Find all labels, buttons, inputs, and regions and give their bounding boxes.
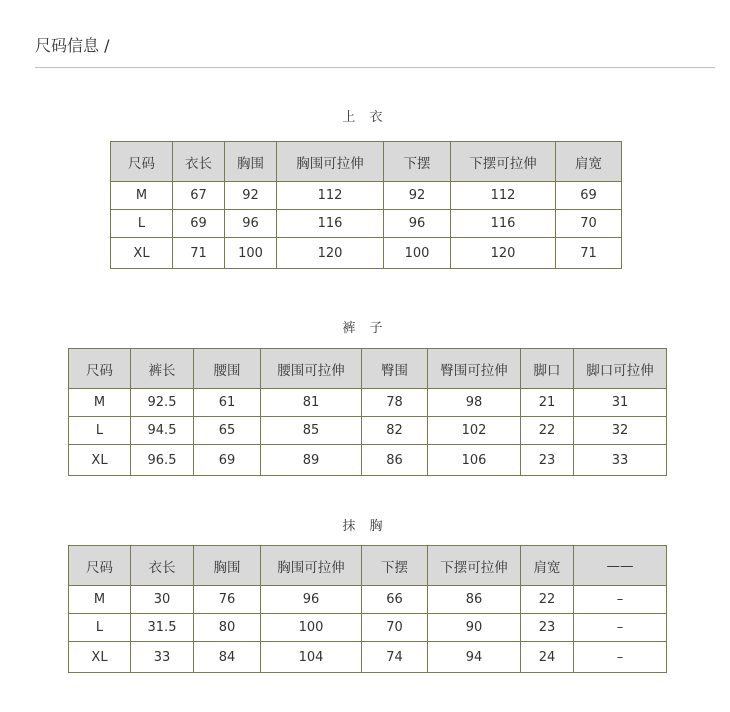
column-header: 胸围 [225, 142, 277, 182]
column-header: 尺码 [69, 546, 131, 586]
column-header: 臀围 [362, 349, 428, 389]
pants-section-title: 裤 子 [342, 321, 388, 336]
table-cell: 31.5 [131, 614, 194, 642]
table-header-row [69, 546, 667, 586]
column-header: 下摆 [384, 142, 451, 182]
table-cell: 67 [173, 182, 225, 210]
table-cell: 78 [362, 389, 428, 417]
column-header: 臀围可拉伸 [428, 349, 521, 389]
table-cell: M [111, 182, 173, 210]
table-cell: 106 [428, 445, 521, 476]
table-cell: L [69, 614, 131, 642]
table-cell: 70 [362, 614, 428, 642]
table-row [69, 445, 667, 476]
table-cell: 86 [362, 445, 428, 476]
column-header: 尺码 [69, 349, 131, 389]
table-cell: 112 [277, 182, 384, 210]
table-cell: 84 [194, 642, 261, 673]
column-header: 腰围 [194, 349, 261, 389]
table-cell: 24 [521, 642, 574, 673]
table-cell: 80 [194, 614, 261, 642]
table-cell: 71 [173, 238, 225, 269]
table-cell: 94 [428, 642, 521, 673]
column-header: 下摆可拉伸 [451, 142, 556, 182]
table-cell: XL [111, 238, 173, 269]
column-header: 胸围 [194, 546, 261, 586]
table-cell: 65 [194, 417, 261, 445]
column-header: 下摆 [362, 546, 428, 586]
tube-section-title: 抹 胸 [342, 519, 388, 534]
table-cell: 69 [194, 445, 261, 476]
table-cell: 33 [131, 642, 194, 673]
top-section-title: 上 衣 [342, 110, 388, 125]
table-cell: 66 [362, 586, 428, 614]
table-cell: 70 [556, 210, 622, 238]
table-cell: 74 [362, 642, 428, 673]
table-cell: 76 [194, 586, 261, 614]
table-cell: 98 [428, 389, 521, 417]
table-cell: 89 [261, 445, 362, 476]
table-cell: – [574, 642, 667, 673]
pants-size-table [68, 348, 667, 476]
table-cell: 92 [225, 182, 277, 210]
table-row [69, 586, 667, 614]
table-cell: 71 [556, 238, 622, 269]
table-cell: 102 [428, 417, 521, 445]
table-cell: 100 [261, 614, 362, 642]
table-cell: 22 [521, 417, 574, 445]
table-cell: 96 [384, 210, 451, 238]
table-row [111, 238, 622, 269]
table-cell: 92.5 [131, 389, 194, 417]
table-cell: 21 [521, 389, 574, 417]
table-cell: XL [69, 445, 131, 476]
table-cell: 96 [261, 586, 362, 614]
table-cell: 30 [131, 586, 194, 614]
column-header: 尺码 [111, 142, 173, 182]
table-cell: L [111, 210, 173, 238]
table-cell: 92 [384, 182, 451, 210]
table-cell: 120 [277, 238, 384, 269]
table-cell: 96.5 [131, 445, 194, 476]
table-cell: XL [69, 642, 131, 673]
table-cell: – [574, 586, 667, 614]
table-row [69, 614, 667, 642]
column-header: 胸围可拉伸 [277, 142, 384, 182]
table-cell: 81 [261, 389, 362, 417]
table-cell: 23 [521, 614, 574, 642]
table-cell: – [574, 614, 667, 642]
table-cell: M [69, 586, 131, 614]
column-header: 衣长 [173, 142, 225, 182]
column-header: —— [574, 546, 667, 586]
table-cell: 120 [451, 238, 556, 269]
table-cell: 116 [277, 210, 384, 238]
table-cell: 85 [261, 417, 362, 445]
page-title: 尺码信息 / [35, 36, 110, 55]
column-header: 下摆可拉伸 [428, 546, 521, 586]
table-cell: 23 [521, 445, 574, 476]
table-header-row [111, 142, 622, 182]
column-header: 胸围可拉伸 [261, 546, 362, 586]
table-cell: M [69, 389, 131, 417]
column-header: 脚口可拉伸 [574, 349, 667, 389]
top-size-table [110, 141, 622, 269]
table-cell: 86 [428, 586, 521, 614]
table-cell: 112 [451, 182, 556, 210]
table-cell: 33 [574, 445, 667, 476]
table-cell: 116 [451, 210, 556, 238]
table-cell: 100 [225, 238, 277, 269]
table-cell: 22 [521, 586, 574, 614]
column-header: 衣长 [131, 546, 194, 586]
table-cell: 104 [261, 642, 362, 673]
column-header: 腰围可拉伸 [261, 349, 362, 389]
table-cell: 96 [225, 210, 277, 238]
table-row [69, 389, 667, 417]
table-header-row [69, 349, 667, 389]
table-cell: 94.5 [131, 417, 194, 445]
page-header [35, 33, 715, 68]
column-header: 脚口 [521, 349, 574, 389]
table-row [69, 642, 667, 673]
table-row [111, 210, 622, 238]
table-cell: 31 [574, 389, 667, 417]
table-cell: 82 [362, 417, 428, 445]
table-cell: 69 [173, 210, 225, 238]
tube-size-table [68, 545, 667, 673]
table-cell: L [69, 417, 131, 445]
table-cell: 69 [556, 182, 622, 210]
table-cell: 90 [428, 614, 521, 642]
table-row [69, 417, 667, 445]
column-header: 肩宽 [521, 546, 574, 586]
table-row [111, 182, 622, 210]
table-cell: 100 [384, 238, 451, 269]
table-cell: 61 [194, 389, 261, 417]
column-header: 裤长 [131, 349, 194, 389]
column-header: 肩宽 [556, 142, 622, 182]
table-cell: 32 [574, 417, 667, 445]
